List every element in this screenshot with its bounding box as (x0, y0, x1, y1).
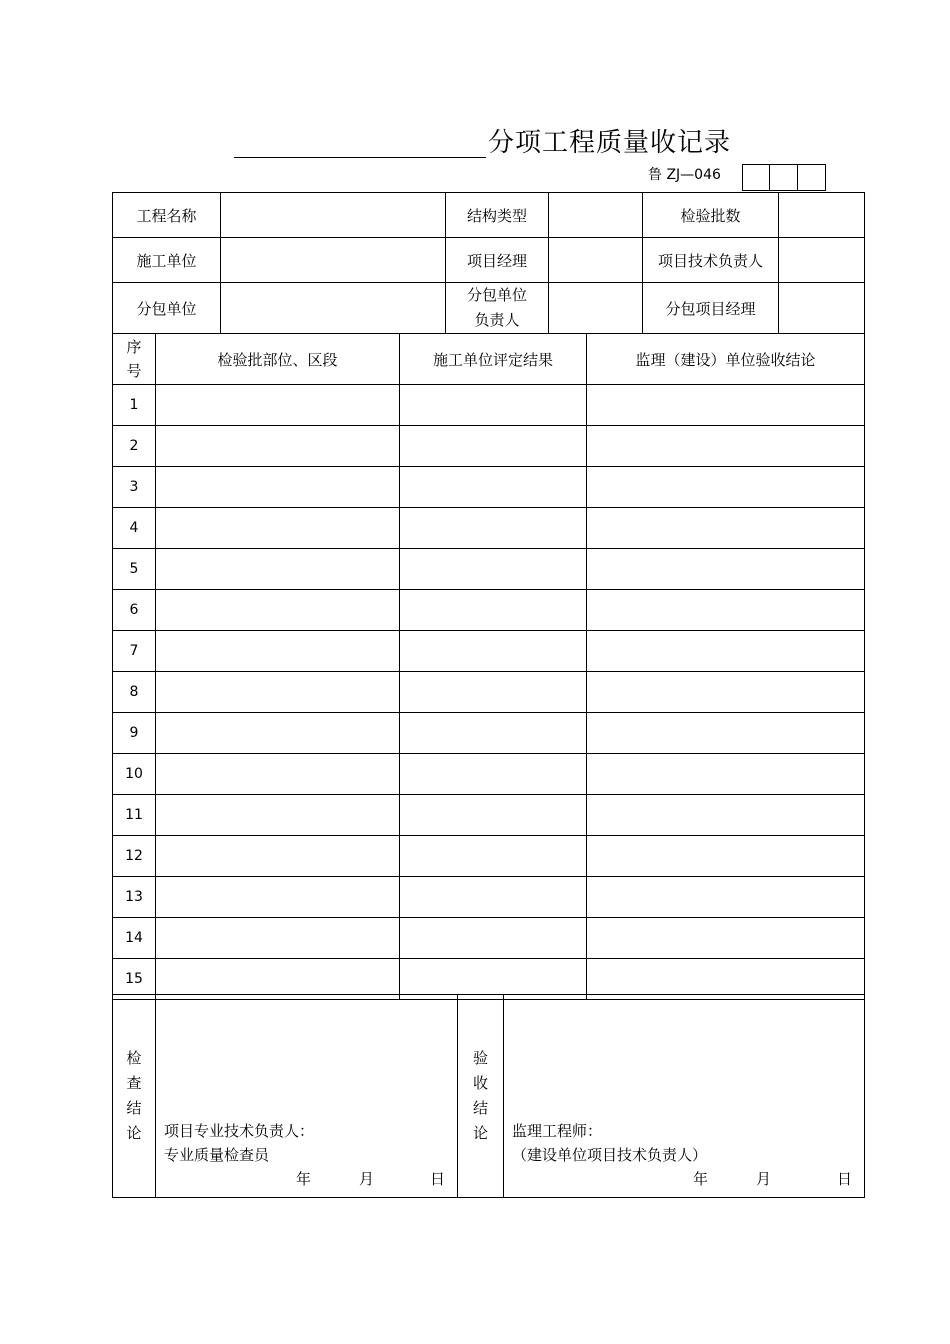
label-char: 结 (126, 1099, 142, 1117)
row-number: 14 (113, 918, 156, 959)
structure-type-label: 结构类型 (446, 193, 549, 238)
construction-result-cell[interactable] (400, 467, 587, 508)
location-header: 检验批部位、区段 (156, 334, 400, 385)
location-cell[interactable] (156, 385, 400, 426)
batch-count-field[interactable] (779, 193, 865, 238)
location-cell[interactable] (156, 877, 400, 918)
construction-result-cell[interactable] (400, 426, 587, 467)
supervisor-sign-label: 监理工程师： (512, 1122, 603, 1140)
label-char: 收 (472, 1074, 488, 1092)
construction-result-cell[interactable] (400, 385, 587, 426)
row-number: 13 (113, 877, 156, 918)
location-cell[interactable] (156, 426, 400, 467)
table-row (113, 836, 865, 877)
day-label: 日 (429, 1170, 445, 1188)
location-cell[interactable] (156, 795, 400, 836)
year-label: 年 (692, 1170, 708, 1188)
seq-header-line1: 序 (126, 338, 142, 356)
table-row (113, 918, 865, 959)
title-blank-line[interactable] (234, 127, 486, 158)
subcontract-manager-label: 分包项目经理 (643, 283, 779, 334)
month-label: 月 (755, 1170, 771, 1188)
construction-result-cell[interactable] (400, 672, 587, 713)
location-cell[interactable] (156, 467, 400, 508)
inspection-conclusion-label (113, 995, 156, 1198)
row-number: 1 (113, 385, 156, 426)
table-row (113, 467, 865, 508)
table-row (113, 508, 865, 549)
table-row (113, 631, 865, 672)
construction-result-cell[interactable] (400, 754, 587, 795)
acceptance-conclusion-area[interactable] (504, 995, 865, 1198)
day-label: 日 (836, 1170, 852, 1188)
table-row (113, 795, 865, 836)
supervision-conclusion-cell[interactable] (587, 918, 865, 959)
location-cell[interactable] (156, 672, 400, 713)
row-number: 5 (113, 549, 156, 590)
project-manager-label: 项目经理 (446, 238, 549, 283)
structure-type-field[interactable] (549, 193, 643, 238)
owner-tech-lead-label: （建设单位项目技术负责人） (512, 1146, 708, 1164)
row-number: 6 (113, 590, 156, 631)
construction-result-cell[interactable] (400, 713, 587, 754)
table-row (113, 549, 865, 590)
code-box[interactable] (742, 164, 770, 191)
code-box[interactable] (770, 164, 798, 191)
row-number: 11 (113, 795, 156, 836)
supervision-conclusion-cell[interactable] (587, 590, 865, 631)
supervision-conclusion-cell[interactable] (587, 877, 865, 918)
subcontract-unit-label: 分包单位 (113, 283, 221, 334)
subcontract-manager-field[interactable] (779, 283, 865, 334)
batch-count-label: 检验批数 (643, 193, 779, 238)
row-number: 3 (113, 467, 156, 508)
supervision-conclusion-cell[interactable] (587, 754, 865, 795)
row-number: 2 (113, 426, 156, 467)
table-row (113, 426, 865, 467)
supervision-conclusion-header: 监理（建设）单位验收结论 (587, 334, 865, 385)
label-char: 论 (126, 1124, 142, 1142)
location-cell[interactable] (156, 549, 400, 590)
table-row (113, 754, 865, 795)
construction-result-cell[interactable] (400, 836, 587, 877)
location-cell[interactable] (156, 631, 400, 672)
supervision-conclusion-cell[interactable] (587, 385, 865, 426)
row-number: 4 (113, 508, 156, 549)
label-char: 检 (126, 1049, 142, 1067)
location-cell[interactable] (156, 590, 400, 631)
row-number: 9 (113, 713, 156, 754)
construction-result-cell[interactable] (400, 590, 587, 631)
date-line (512, 1167, 864, 1191)
inspection-conclusion-area[interactable] (156, 995, 458, 1198)
supervision-conclusion-cell[interactable] (587, 672, 865, 713)
tech-lead-sign-label: 项目专业技术负责人： (164, 1122, 315, 1140)
year-label: 年 (295, 1170, 311, 1188)
supervision-conclusion-cell[interactable] (587, 836, 865, 877)
label-char: 查 (126, 1074, 142, 1092)
supervision-conclusion-cell[interactable] (587, 795, 865, 836)
acceptance-conclusion-label (458, 995, 504, 1198)
construction-unit-field[interactable] (221, 238, 446, 283)
location-cell[interactable] (156, 508, 400, 549)
supervision-conclusion-cell[interactable] (587, 508, 865, 549)
title-text: 分项工程质量收记录 (488, 128, 732, 158)
construction-result-cell[interactable] (400, 508, 587, 549)
row-number: 12 (113, 836, 156, 877)
project-manager-field[interactable] (549, 238, 643, 283)
supervision-conclusion-cell[interactable] (587, 631, 865, 672)
table-row (113, 713, 865, 754)
location-cell[interactable] (156, 836, 400, 877)
project-name-label: 工程名称 (113, 193, 221, 238)
supervision-conclusion-cell[interactable] (587, 549, 865, 590)
subcontract-lead-line1: 分包单位 (466, 286, 527, 304)
tech-lead-label: 项目技术负责人 (643, 238, 779, 283)
info-table (112, 192, 865, 334)
construction-result-cell[interactable] (400, 877, 587, 918)
conclusion-table (112, 994, 865, 1198)
row-number: 15 (113, 959, 156, 1000)
form-code: 鲁 ZJ—046 (648, 167, 721, 183)
row-number: 8 (113, 672, 156, 713)
construction-unit-label: 施工单位 (113, 238, 221, 283)
row-number: 7 (113, 631, 156, 672)
label-char: 结 (472, 1099, 488, 1117)
date-line (164, 1167, 457, 1191)
page-title (234, 122, 731, 158)
subcontract-lead-field[interactable] (549, 283, 643, 334)
subcontract-lead-label (446, 283, 549, 334)
location-cell[interactable] (156, 713, 400, 754)
seq-header (113, 334, 156, 385)
construction-result-header: 施工单位评定结果 (400, 334, 587, 385)
supervision-conclusion-cell[interactable] (587, 713, 865, 754)
subcontract-unit-field[interactable] (221, 283, 446, 334)
supervision-conclusion-cell[interactable] (587, 467, 865, 508)
construction-result-cell[interactable] (400, 549, 587, 590)
subcontract-lead-line2: 负责人 (474, 311, 520, 329)
table-row (113, 877, 865, 918)
location-cell[interactable] (156, 918, 400, 959)
inspection-grid (112, 333, 865, 1000)
construction-result-cell[interactable] (400, 631, 587, 672)
seq-header-line2: 号 (126, 362, 142, 380)
row-number: 10 (113, 754, 156, 795)
construction-result-cell[interactable] (400, 918, 587, 959)
label-char: 论 (472, 1124, 488, 1142)
code-box[interactable] (798, 164, 826, 191)
table-row (113, 672, 865, 713)
location-cell[interactable] (156, 754, 400, 795)
table-row (113, 590, 865, 631)
month-label: 月 (358, 1170, 374, 1188)
project-name-field[interactable] (221, 193, 446, 238)
tech-lead-field[interactable] (779, 238, 865, 283)
table-row (113, 385, 865, 426)
supervision-conclusion-cell[interactable] (587, 426, 865, 467)
quality-inspector-label: 专业质量检查员 (164, 1146, 270, 1164)
construction-result-cell[interactable] (400, 795, 587, 836)
code-boxes (742, 164, 826, 191)
label-char: 验 (472, 1049, 488, 1067)
